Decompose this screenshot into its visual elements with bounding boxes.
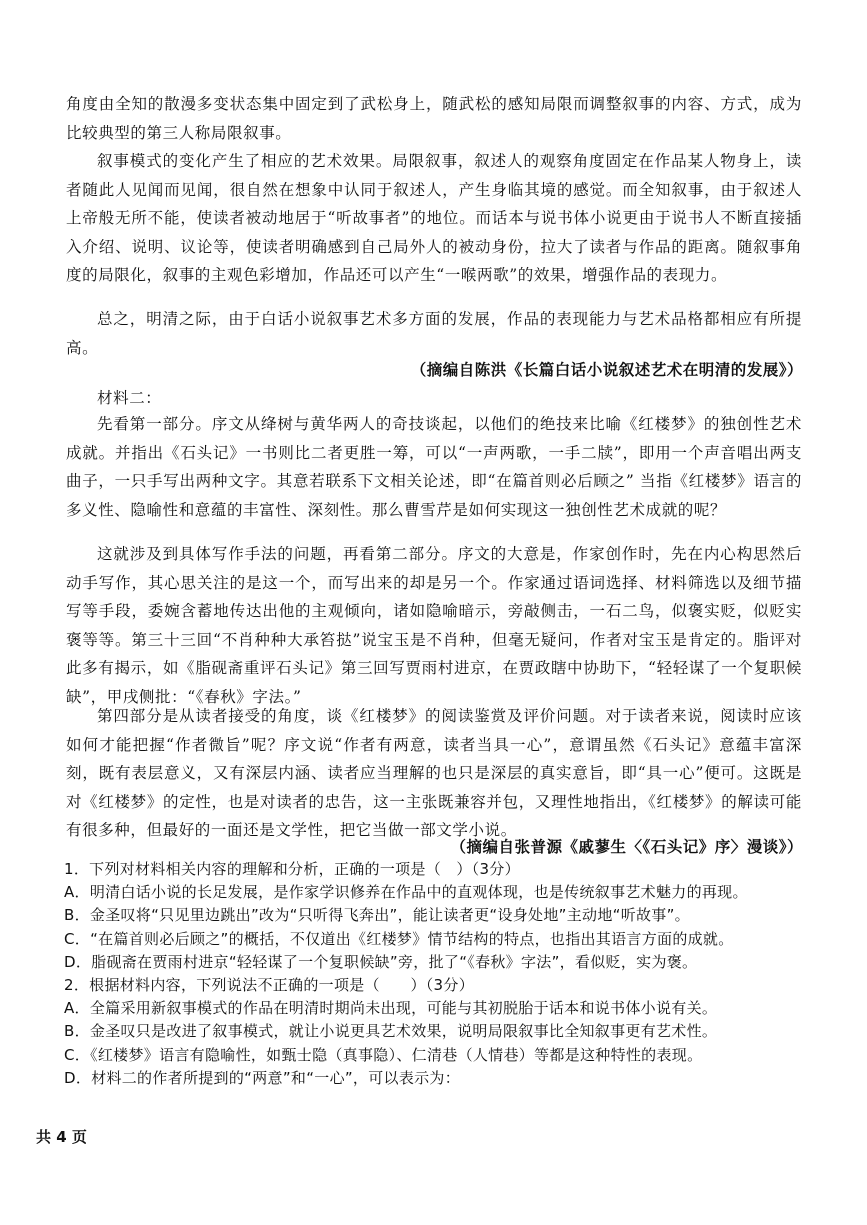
paragraph-conclusion: 总之，明清之际，由于白话小说叙事艺术多方面的发展，作品的表现能力与艺术品格都相应有所提高。 <box>66 310 802 357</box>
page-count-footer: 共 4 页 <box>36 1128 87 1146</box>
material-two-label: 材料二： <box>97 389 162 407</box>
question-1-option-a: A．明清白话小说的长足发展，是作家学识修养在作品中的直观体现，也是传统叙事艺术魅力的再现。 <box>64 883 748 902</box>
question-2-option-c: C．《红楼梦》语言有隐喻性，如甄士隐（真事隐）、仁清巷（人情巷）等都是这种特性的表现。 <box>64 1045 703 1064</box>
question-1-option-b: B．金圣叹将“只见里边跳出”改为“只听得飞奔出”，能让读者更“设身处地”主动地“听故事”。 <box>64 906 690 925</box>
paragraph-narrative-effects: 叙事模式的变化产生了相应的艺术效果。局限叙事，叙述人的观察角度固定在作品某人物身上，读者随此人见闻而见闻，很自然在想象中认同于叙述人，产生身临其境的感觉。而全知叙事，由于叙述人上帝般无所不能，使读者被动地居于“听故事者”的地位。而话本与说书体小说更由于说书人不断直接插入介绍、说明、议论等，使读者明确感到自己局外人的被动身份，拉大了读者与作品的距离。随叙事角度的局限化，叙事的主观色彩增加，作品还可以产生“一喉两歌”的效果，增强作品的表现力。 <box>66 152 802 285</box>
question-1-option-c: C．“在篇首则必后顾之”的概括，不仅道出《红楼梦》情节结构的特点，也指出其语言方面的成就。 <box>64 929 734 948</box>
source-citation-1: （摘编自陈洪《长篇白话小说叙述艺术在明清的发展》） <box>410 360 803 379</box>
question-2-option-a: A．全篇采用新叙事模式的作品在明清时期尚未出现，可能与其初脱胎于话本和说书体小说有关。 <box>64 999 718 1018</box>
question-2-option-d: D．材料二的作者所提到的“两意”和“一心”，可以表示为： <box>64 1068 461 1087</box>
question-1-option-d: D．脂砚斋在贾雨村进京“轻轻谋了一个复职候缺”旁，批了“《春秋》字法”，看似贬，实为褒。 <box>64 952 698 971</box>
source-citation-2: （摘编自张普源《戚蓼生〈《石头记》序〉漫谈》） <box>450 837 803 856</box>
paragraph-part-four: 第四部分是从读者接受的角度，谈《红楼梦》的阅读鉴赏及评价问题。对于读者来说，阅读时应该如何才能把握“作者微旨”呢？序文说“作者有两意，读者当具一心”，意谓虽然《石头记》意蕴丰富深刻，既有表层意义，又有深层内涵、读者应当理解的也只是深层的真实意旨，即“具一心”便可。这既是对《红楼梦》的定性，也是对读者的忠告，这一主张既兼容并包，又理性地指出，《红楼梦》的解读可能有很多种，但最好的一面还是文学性，把它当做一部文学小说。 <box>66 707 802 840</box>
paragraph-continuation: 角度由全知的散漫多变状态集中固定到了武松身上，随武松的感知局限而调整叙事的内容、方式，成为比较典型的第三人称局限叙事。 <box>66 95 802 142</box>
question-2-stem: 2．根据材料内容，下列说法不正确的一项是（ ）（3分） <box>64 976 474 995</box>
question-1-stem: 1．下列对材料相关内容的理解和分析，正确的一项是（ ）（3分） <box>64 860 520 878</box>
question-block <box>64 858 814 1090</box>
paragraph-part-two: 这就涉及到具体写作手法的问题，再看第二部分。序文的大意是，作家创作时，先在内心构思然后动手写作，其心思关注的是这一个，而写出来的却是另一个。作家通过语词选择、材料筛选以及细节描写等手段，委婉含蓄地传达出他的主观倾向，诸如隐喻暗示，旁敲侧击，一石二鸟，似褒实贬，似贬实褒等等。第三十三回“不肖种种大承笞挞”说宝玉是不肖种，但毫无疑问，作者对宝玉是肯定的。脂评对此多有揭示，如《脂砚斋重评石头记》第三回写贾雨村进京，在贾政瞎中协助下，“轻轻谋了一个复职候缺”，甲戌侧批：“《春秋》字法。” <box>66 545 802 706</box>
paragraph-part-one: 先看第一部分。序文从绛树与黄华两人的奇技谈起，以他们的绝技来比喻《红楼梦》的独创性艺术成就。并指出《石头记》一书则比二者更胜一筹，可以“一声两歌，一手二牍”，即用一个声音唱出两支曲子，一只手写出两种文字。其意若联系下文相关论述，即“在篇首则必后顾之” 当指《红楼梦》语言的多义性、隐喻性和意蕴的丰富性、深刻性。那么曹雪芹是如何实现这一独创性艺术成就的呢？ <box>66 415 802 519</box>
question-2-option-b: B．金圣叹只是改进了叙事模式，就让小说更具艺术效果，说明局限叙事比全知叙事更有艺术性。 <box>64 1022 718 1041</box>
